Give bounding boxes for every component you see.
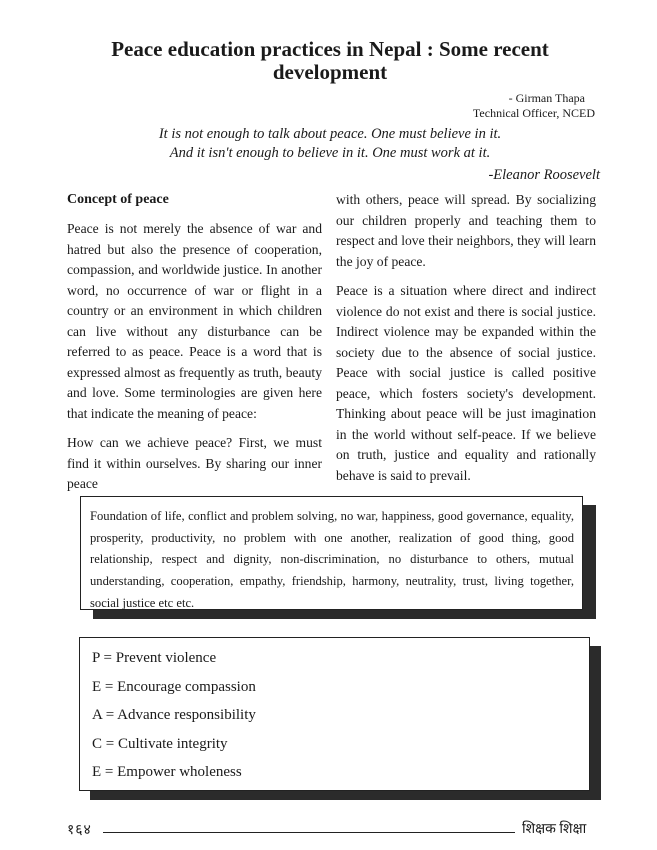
right-column xyxy=(336,190,596,486)
acronym-item: E = Empower wholeness xyxy=(92,764,242,780)
section-heading: Concept of peace xyxy=(67,192,169,207)
acronym-item: E = Encourage compassion xyxy=(92,678,256,695)
paragraph: with others, peace will spread. By socializing our children properly and teaching them to respect and love their neighbors, they will learn the joy of peace. xyxy=(336,192,596,269)
acronym-item: C = Cultivate integrity xyxy=(92,735,228,752)
quote-attribution: -Eleanor Roosevelt xyxy=(488,167,600,183)
peace-terms-text: Foundation of life, conflict and problem solving, no war, happiness, good governance, equality, prosperity, productivity, no problem with one another, realization of good thing, good relationship, respect and dignity, non-discrimination, no disturbance to others, mutual understanding, cooperation, empathy, friendship, harmony, neutrality, trust, living together, social justice etc etc. xyxy=(90,509,574,610)
acronym-item: A = Advance responsibility xyxy=(92,707,256,723)
acronym-item: P = Prevent violence xyxy=(92,650,217,666)
epigraph-quote xyxy=(80,125,580,163)
quote-line-2: And it isn't enough to believe in it. One must work at it. xyxy=(169,145,491,161)
footer-divider xyxy=(103,832,515,833)
peace-acronym-box xyxy=(79,637,590,791)
paragraph: Peace is not merely the absence of war and hatred but also the presence of cooperation, compassion, and worldwide justice. In another word, no occurrence of war or flight in a country or an environment in which children can live without any disturbance can be referred to as peace. Peace is a word that is expressed almost as frequently as truth, beauty and love. Some terminologies are given here that indicate the meaning of peace: xyxy=(67,221,322,421)
article-author: - Girman Thapa xyxy=(508,91,585,105)
paragraph: Peace is a situation where direct and indirect violence do not exist and there is social justice. Indirect violence may be expanded within the society due to the absence of social justice. Peace with social justice is called positive peace, which fosters society's development. Thinking about peace will be just imagination in the world without self-peace. If we believe on truth, justice and equality and rationally behave is said to prevail. xyxy=(336,283,596,483)
author-role: Technical Officer, NCED xyxy=(472,106,595,120)
left-column xyxy=(67,190,322,495)
page-number: १६४ xyxy=(67,823,92,838)
paragraph: How can we achieve peace? First, we must find it within ourselves. By sharing our inner peace xyxy=(67,435,322,491)
article-title: Peace education practices in Nepal : Some recent development xyxy=(111,37,549,84)
publication-name: शिक्षक शिक्षा xyxy=(522,822,587,837)
quote-line-1: It is not enough to talk about peace. One must believe in it. xyxy=(158,126,502,142)
peace-terms-box xyxy=(80,496,583,610)
